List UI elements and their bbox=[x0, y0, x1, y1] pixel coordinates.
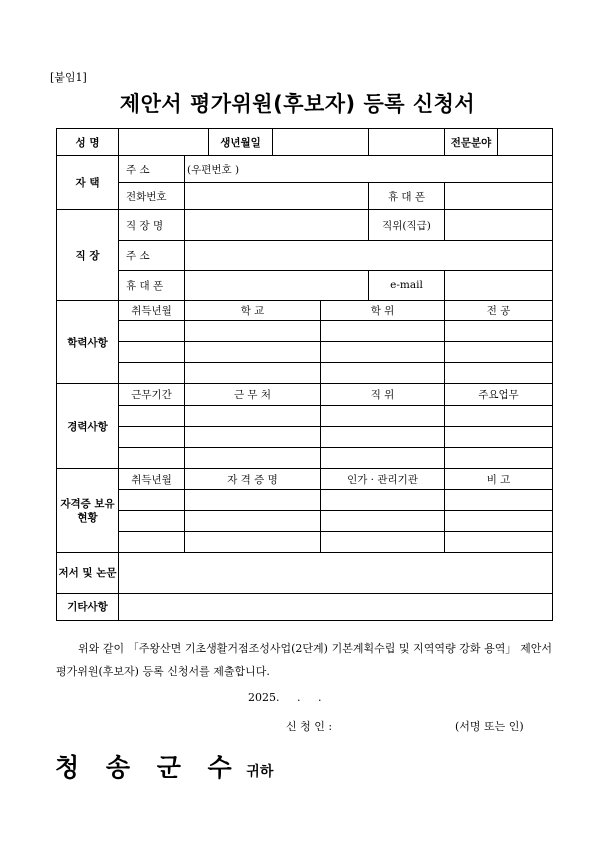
education-cell[interactable] bbox=[445, 321, 553, 342]
education-cell[interactable] bbox=[321, 321, 445, 342]
license-cell[interactable] bbox=[321, 532, 445, 553]
education-section-label: 학력사항 bbox=[57, 300, 119, 383]
education-col-date: 취득년월 bbox=[119, 300, 185, 320]
career-cell[interactable] bbox=[185, 405, 321, 426]
date-line: 2025. . . bbox=[248, 691, 322, 704]
career-col-period: 근무기간 bbox=[119, 384, 185, 405]
home-phone-label: 전화번호 bbox=[119, 183, 185, 210]
work-email-field[interactable] bbox=[445, 270, 553, 300]
work-address-label: 주 소 bbox=[119, 240, 185, 270]
work-section-label: 직 장 bbox=[57, 210, 119, 301]
registration-form-table bbox=[56, 128, 553, 621]
career-cell[interactable] bbox=[119, 447, 185, 468]
career-cell[interactable] bbox=[321, 405, 445, 426]
home-section-label: 자 택 bbox=[57, 156, 119, 210]
license-cell[interactable] bbox=[185, 532, 321, 553]
education-cell[interactable] bbox=[119, 363, 185, 384]
education-cell[interactable] bbox=[445, 363, 553, 384]
education-col-degree: 학 위 bbox=[321, 300, 445, 320]
statement-text: 위와 같이 「주왕산면 기초생활거점조성사업(2단계) 기본계획수립 및 지역역량 강화 용역」 제안서 평가위원(후보자) 등록 신청서를 제출합니다. bbox=[56, 642, 552, 678]
publications-field[interactable] bbox=[119, 553, 553, 593]
education-col-major: 전 공 bbox=[445, 300, 553, 320]
education-cell[interactable] bbox=[185, 342, 321, 363]
license-cell[interactable] bbox=[185, 511, 321, 532]
career-col-position: 직 위 bbox=[321, 384, 445, 405]
recipient-suffix: 귀하 bbox=[246, 764, 274, 780]
birth-field[interactable] bbox=[273, 129, 369, 156]
career-cell[interactable] bbox=[185, 426, 321, 447]
work-company-label: 직 장 명 bbox=[119, 210, 185, 240]
work-position-label: 직위(직급) bbox=[369, 210, 445, 240]
license-col-note: 비 고 bbox=[445, 468, 553, 489]
license-section-label: 자격증 보유현황 bbox=[57, 468, 119, 553]
career-cell[interactable] bbox=[445, 426, 553, 447]
page-title: 제안서 평가위원(후보자) 등록 신청서 bbox=[119, 92, 476, 116]
home-mobile-label: 휴 대 폰 bbox=[369, 183, 445, 210]
spacer-cell bbox=[369, 129, 445, 156]
career-col-duties: 주요업무 bbox=[445, 384, 553, 405]
recipient-line bbox=[55, 748, 273, 784]
publications-label: 저서 및 논문 bbox=[57, 553, 119, 593]
career-cell[interactable] bbox=[445, 405, 553, 426]
education-col-school: 학 교 bbox=[185, 300, 321, 320]
home-address-field[interactable] bbox=[185, 156, 553, 183]
career-cell[interactable] bbox=[185, 447, 321, 468]
home-phone-field[interactable] bbox=[185, 183, 369, 210]
etc-field[interactable] bbox=[119, 593, 553, 620]
career-col-workplace: 근 무 처 bbox=[185, 384, 321, 405]
etc-label: 기타사항 bbox=[57, 593, 119, 620]
career-section-label: 경력사항 bbox=[57, 384, 119, 469]
license-cell[interactable] bbox=[321, 490, 445, 511]
recipient-name: 청 송 군 수 bbox=[55, 753, 241, 782]
license-col-date: 취득년월 bbox=[119, 468, 185, 489]
home-mobile-field[interactable] bbox=[445, 183, 553, 210]
work-email-label: e-mail bbox=[369, 270, 445, 300]
license-cell[interactable] bbox=[119, 511, 185, 532]
work-mobile-label: 휴 대 폰 bbox=[119, 270, 185, 300]
license-col-name: 자 격 증 명 bbox=[185, 468, 321, 489]
license-cell[interactable] bbox=[445, 490, 553, 511]
license-cell[interactable] bbox=[445, 511, 553, 532]
work-mobile-field[interactable] bbox=[185, 270, 369, 300]
education-cell[interactable] bbox=[185, 321, 321, 342]
license-col-issuer: 인가 · 관리기관 bbox=[321, 468, 445, 489]
work-company-field[interactable] bbox=[185, 210, 369, 240]
name-label: 성 명 bbox=[57, 129, 119, 156]
license-cell[interactable] bbox=[321, 511, 445, 532]
postal-code-hint: (우편번호 ) bbox=[187, 163, 240, 176]
career-cell[interactable] bbox=[321, 426, 445, 447]
license-cell[interactable] bbox=[119, 532, 185, 553]
education-cell[interactable] bbox=[119, 321, 185, 342]
education-cell[interactable] bbox=[185, 363, 321, 384]
career-cell[interactable] bbox=[119, 426, 185, 447]
education-cell[interactable] bbox=[119, 342, 185, 363]
name-field[interactable] bbox=[119, 129, 209, 156]
education-cell[interactable] bbox=[321, 363, 445, 384]
home-address-label: 주 소 bbox=[119, 156, 185, 183]
field-label: 전문분야 bbox=[445, 129, 498, 156]
career-cell[interactable] bbox=[119, 405, 185, 426]
education-cell[interactable] bbox=[445, 342, 553, 363]
birth-label: 생년월일 bbox=[209, 129, 273, 156]
work-position-field[interactable] bbox=[445, 210, 553, 240]
field-input[interactable] bbox=[498, 129, 553, 156]
work-address-field[interactable] bbox=[185, 240, 553, 270]
career-cell[interactable] bbox=[445, 447, 553, 468]
career-cell[interactable] bbox=[321, 447, 445, 468]
signature-label: (서명 또는 인) bbox=[455, 720, 524, 733]
attachment-label: [붙임1] bbox=[50, 71, 87, 84]
education-cell[interactable] bbox=[321, 342, 445, 363]
license-cell[interactable] bbox=[445, 532, 553, 553]
applicant-label: 신 청 인 : bbox=[286, 720, 333, 733]
license-cell[interactable] bbox=[119, 490, 185, 511]
license-cell[interactable] bbox=[185, 490, 321, 511]
